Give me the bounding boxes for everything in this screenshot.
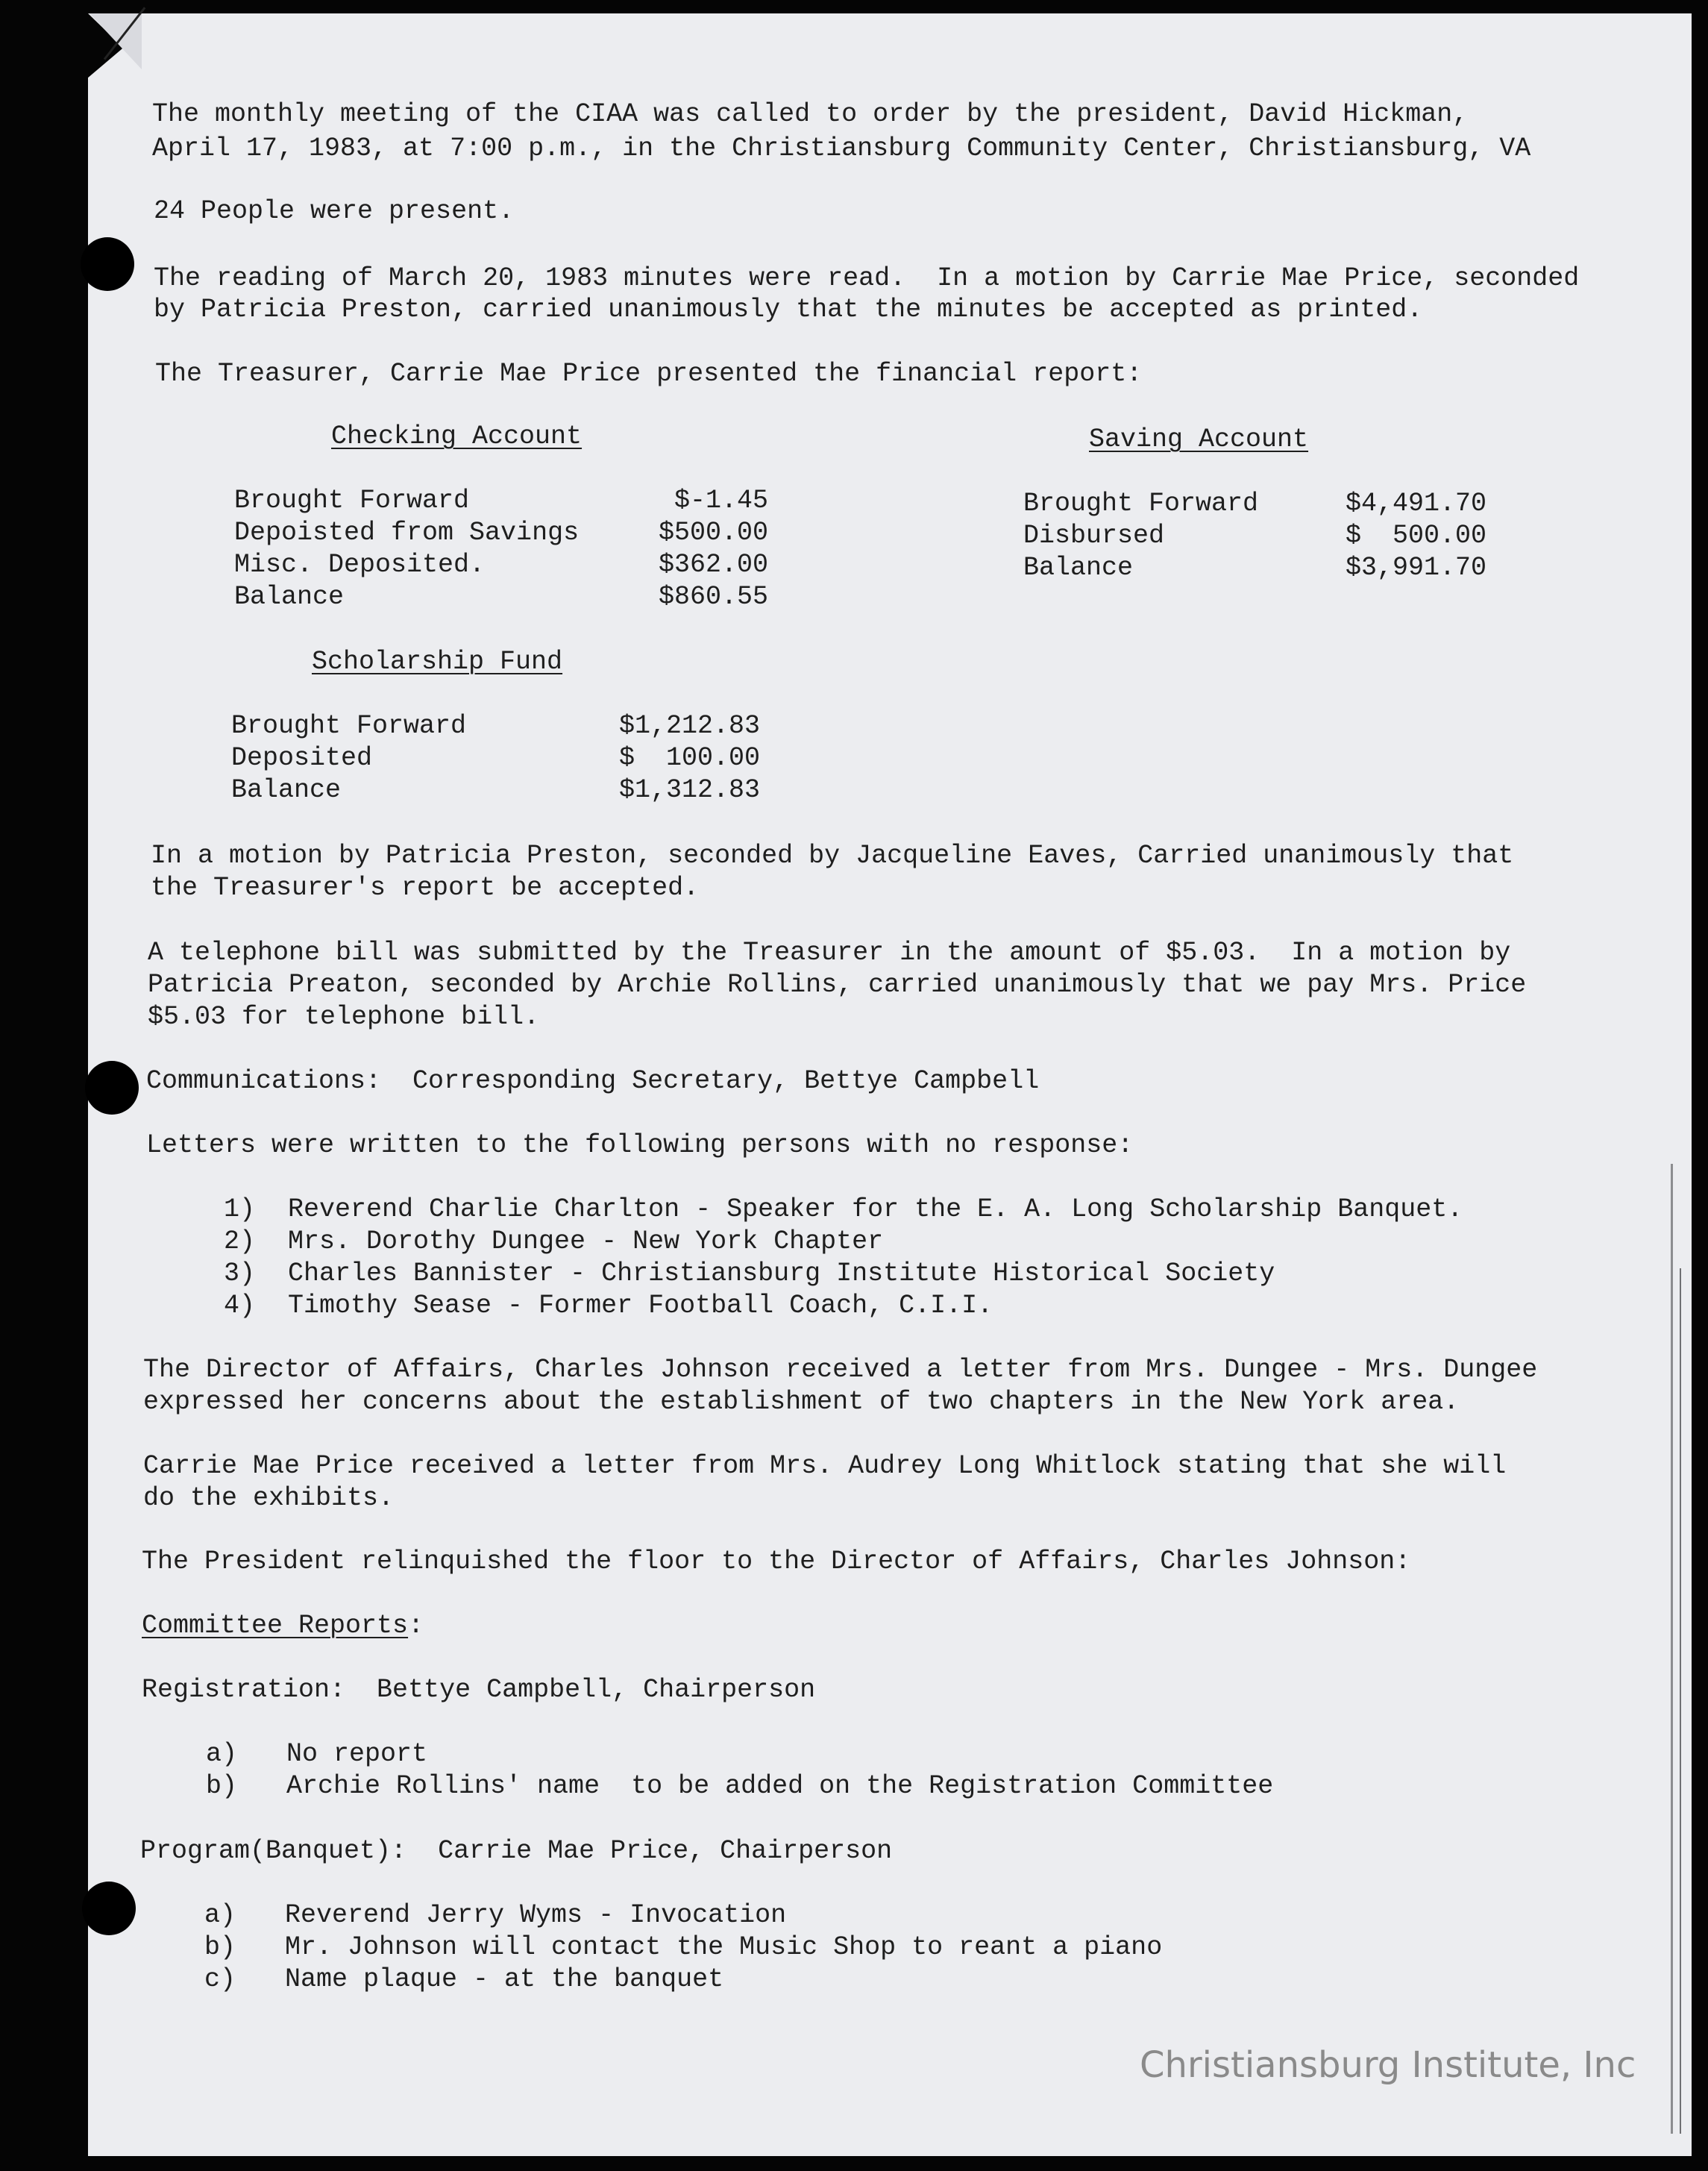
checking-title: Checking Account <box>331 422 583 451</box>
relinquish-floor: The President relinquished the floor to the Director of Affairs, Charles Johnson: <box>142 1547 1411 1576</box>
minutes-line-2: by Patricia Preston, carried unanimously that the minutes be accepted as printed. <box>154 295 1423 325</box>
letter-text: Timothy Sease - Former Football Coach, C.I.I. <box>288 1291 993 1321</box>
exhibits-line-1: Carrie Mae Price received a letter from Mrs. Audrey Long Whitlock stating that she will <box>143 1451 1507 1481</box>
saving-label: Brought Forward <box>1023 489 1259 519</box>
treasurer-intro: The Treasurer, Carrie Mae Price presented the financial report: <box>155 359 1143 389</box>
saving-value: $3,991.70 <box>1346 553 1487 583</box>
letter-text: Mrs. Dorothy Dungee - New York Chapter <box>288 1227 884 1256</box>
checking-label: Depoisted from Savings <box>234 518 580 548</box>
treasurer-motion-line-1: In a motion by Patricia Preston, seconded by Jacqueline Eaves, Carried unanimously that <box>151 841 1514 871</box>
program-heading: Program(Banquet): Carrie Mae Price, Chairperson <box>140 1836 893 1866</box>
minutes-line-1: The reading of March 20, 1983 minutes were read. In a motion by Carrie Mae Price, seconded <box>154 263 1580 293</box>
registration-item-text: Archie Rollins' name to be added on the Registration Committee <box>286 1771 1274 1801</box>
treasurer-motion-line-2: the Treasurer's report be accepted. <box>151 873 700 903</box>
program-item-number: a) <box>204 1900 236 1930</box>
committee-reports-heading <box>142 1610 424 1642</box>
exhibits-line-2: do the exhibits. <box>143 1483 395 1513</box>
director-letter-line-1: The Director of Affairs, Charles Johnson received a letter from Mrs. Dungee - Mrs. Dungee <box>143 1355 1538 1385</box>
checking-value: $-1.45 <box>674 486 768 516</box>
registration-heading: Registration: Bettye Campbell, Chairperson <box>142 1675 816 1705</box>
attendance: 24 People were present. <box>154 196 515 226</box>
checking-value: $500.00 <box>658 518 768 548</box>
checking-label: Balance <box>234 582 345 612</box>
program-item-number: c) <box>204 1964 236 1994</box>
punch-hole-bottom <box>82 1882 136 1935</box>
letter-number: 1) <box>224 1194 256 1224</box>
letters-intro: Letters were written to the following persons with no response: <box>146 1130 1134 1160</box>
letter-number: 2) <box>224 1227 256 1256</box>
registration-item-number: a) <box>206 1739 238 1769</box>
scholarship-label: Deposited <box>231 743 373 773</box>
committee-reports-title: Committee Reports <box>142 1611 409 1641</box>
page-edge-2 <box>1680 1268 1681 2134</box>
letter-number: 3) <box>224 1259 256 1288</box>
saving-label: Balance <box>1023 553 1134 583</box>
checking-label: Misc. Deposited. <box>234 550 486 580</box>
scholarship-title: Scholarship Fund <box>312 647 563 677</box>
registration-item-number: b) <box>206 1771 238 1801</box>
program-item-text: Name plaque - at the banquet <box>285 1964 724 1994</box>
committee-reports-colon: : <box>408 1611 424 1641</box>
telephone-line-2: Patricia Preaton, seconded by Archie Rollins, carried unanimously that we pay Mrs. Price <box>148 970 1527 1000</box>
scholarship-label: Balance <box>231 775 342 805</box>
scholarship-value: $1,212.83 <box>619 711 761 741</box>
saving-value: $ 500.00 <box>1346 521 1487 551</box>
intro-line-1: The monthly meeting of the CIAA was called to order by the president, David Hickman, <box>152 99 1469 129</box>
program-item-text: Mr. Johnson will contact the Music Shop to reant a piano <box>285 1932 1163 1962</box>
telephone-line-3: $5.03 for telephone bill. <box>148 1002 540 1032</box>
scholarship-value: $1,312.83 <box>619 775 761 805</box>
scholarship-label: Brought Forward <box>231 711 467 741</box>
saving-label: Disbursed <box>1023 521 1165 551</box>
program-item-number: b) <box>204 1932 236 1962</box>
page-edge <box>1671 1164 1673 2134</box>
saving-value: $4,491.70 <box>1346 489 1487 519</box>
intro-line-2: April 17, 1983, at 7:00 p.m., in the Christiansburg Community Center, Christiansburg, VA <box>152 134 1531 163</box>
checking-label: Brought Forward <box>234 486 470 516</box>
watermark: Christiansburg Institute, Inc <box>1140 2044 1636 2086</box>
checking-value: $362.00 <box>658 550 768 580</box>
telephone-line-1: A telephone bill was submitted by the Treasurer in the amount of $5.03. In a motion by <box>148 938 1511 968</box>
letter-text: Charles Bannister - Christiansburg Institute Historical Society <box>288 1259 1275 1288</box>
punch-hole-middle <box>85 1061 139 1115</box>
director-letter-line-2: expressed her concerns about the establishment of two chapters in the New York area. <box>143 1387 1460 1417</box>
registration-item-text: No report <box>286 1739 428 1769</box>
communications-heading: Communications: Corresponding Secretary, Bettye Campbell <box>146 1066 1040 1096</box>
punch-hole-top <box>81 237 134 291</box>
letter-number: 4) <box>224 1291 256 1321</box>
checking-value: $860.55 <box>658 582 768 612</box>
saving-title: Saving Account <box>1089 425 1309 454</box>
program-item-text: Reverend Jerry Wyms - Invocation <box>285 1900 787 1930</box>
letter-text: Reverend Charlie Charlton - Speaker for the E. A. Long Scholarship Banquet. <box>288 1194 1463 1224</box>
scholarship-value: $ 100.00 <box>619 743 761 773</box>
